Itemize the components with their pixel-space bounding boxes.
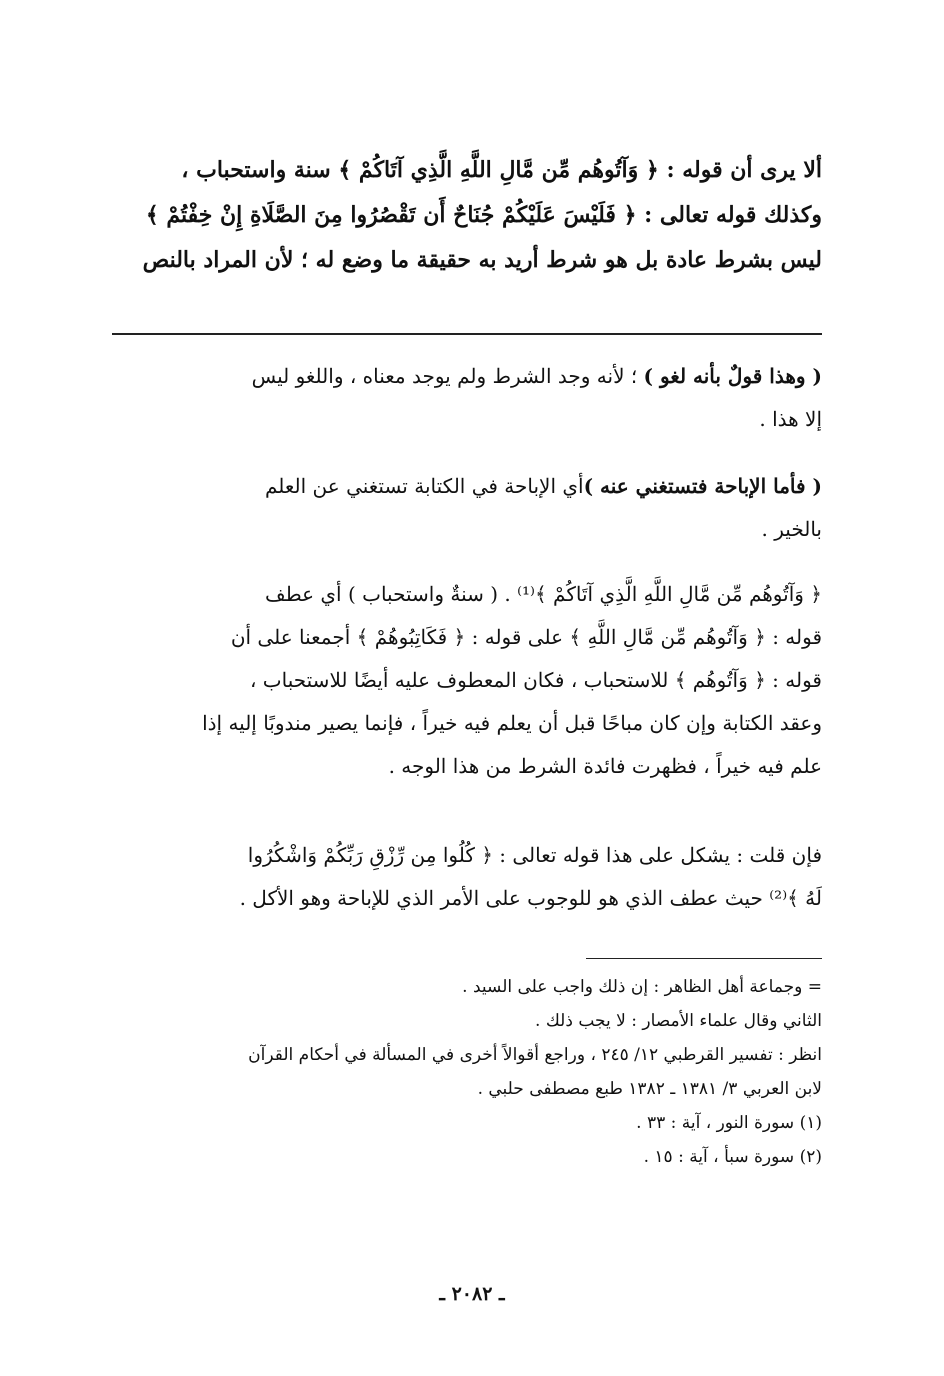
commentary-lemma: ( فأما الإباحة فتستغني عنه ) <box>583 474 822 498</box>
footnote-divider <box>586 958 822 959</box>
footnotes <box>112 970 822 1174</box>
commentary-paragraph-3 <box>112 573 822 788</box>
commentary-paragraph-4 <box>112 834 822 920</box>
commentary-line: علم فيه خيراً ، فظهرت فائدة الشرط من هذا الوجه . <box>388 754 822 778</box>
commentary-line: قوله : ﴿ وَآتُوهُم مِّن مَّالِ اللَّهِ ﴾ على قوله : ﴿ فَكَاتِبُوهُمْ ﴾ أجمعنا على أن <box>230 625 822 649</box>
main-divider <box>112 333 822 335</box>
page-number: ـ ٢٠٨٢ ـ <box>439 1283 505 1305</box>
commentary-paragraph-1 <box>112 355 822 441</box>
commentary-lemma: ( وهذا قولٌ بأنه لغو ) <box>643 364 822 388</box>
footnote-line: انظر : تفسير القرطبي ١٢/ ٢٤٥ ، وراجع أقوالاً أخرى في المسألة في أحكام القرآن <box>248 1045 822 1065</box>
commentary-line: بالخير . <box>761 517 822 541</box>
commentary-line: ﴿ وَآتُوهُم مِّن مَّالِ اللَّهِ الَّذِي آتَاكُمْ ﴾⁽¹⁾ . ( سنةٌ واستحباب ) أي عطف <box>264 582 822 606</box>
main-text-line: ألا يرى أن قوله : ﴿ وَآتُوهُم مِّن مَّالِ اللَّهِ الَّذِي آتَاكُمْ ﴾ سنة واستحباب ، <box>181 157 822 183</box>
commentary-line <box>112 355 822 398</box>
commentary-text: ؛ لأنه وجد الشرط ولم يوجد معناه ، واللغو ليس <box>251 364 644 388</box>
main-text-line: ليس بشرط عادة بل هو شرط أريد به حقيقة ما وضع له ؛ لأن المراد بالنص <box>142 247 822 273</box>
footnote-line: لابن العربي ٣/ ١٣٨١ ـ ١٣٨٢ طبع مصطفى حلبي . <box>477 1079 822 1099</box>
footnote-line: (١) سورة النور ، آية : ٣٣ . <box>636 1113 822 1133</box>
commentary-text: أي الإباحة في الكتابة تستغني عن العلم <box>264 474 584 498</box>
commentary-line: لَهُ ﴾⁽²⁾ حيث عطف الذي هو للوجوب على الأمر الذي للإباحة وهو الأكل . <box>239 886 822 910</box>
footnote-line: = وجماعة أهل الظاهر : إن ذلك واجب على السيد . <box>462 977 822 997</box>
commentary-line: وعقد الكتابة وإن كان مباحًا قبل أن يعلم فيه خيراً ، فإنما يصير مندوبًا إليه إذا <box>202 711 822 735</box>
commentary-line: قوله : ﴿ وَآتُوهُم ﴾ للاستحباب ، فكان المعطوف عليه أيضًا للاستحباب ، <box>249 668 822 692</box>
commentary-line <box>112 465 822 508</box>
main-text <box>112 148 822 283</box>
commentary-paragraph-2 <box>112 465 822 551</box>
footnote-line: (٢) سورة سبأ ، آية : ١٥ . <box>643 1147 822 1167</box>
footnote-line: الثاني وقال علماء الأمصار : لا يجب ذلك . <box>535 1011 822 1031</box>
commentary-line: إلا هذا . <box>759 407 822 431</box>
main-text-line: وكذلك قوله تعالى : ﴿ فَلَيْسَ عَلَيْكُمْ جُنَاحٌ أَن تَقْصُرُوا مِنَ الصَّلَاةِ إِنْ خِفْتُمْ ﴾ <box>145 202 822 228</box>
commentary-line: فإن قلت : يشكل على هذا قوله تعالى : ﴿ كُلُوا مِن رِّزْقِ رَبِّكُمْ وَاشْكُرُوا <box>247 843 822 867</box>
